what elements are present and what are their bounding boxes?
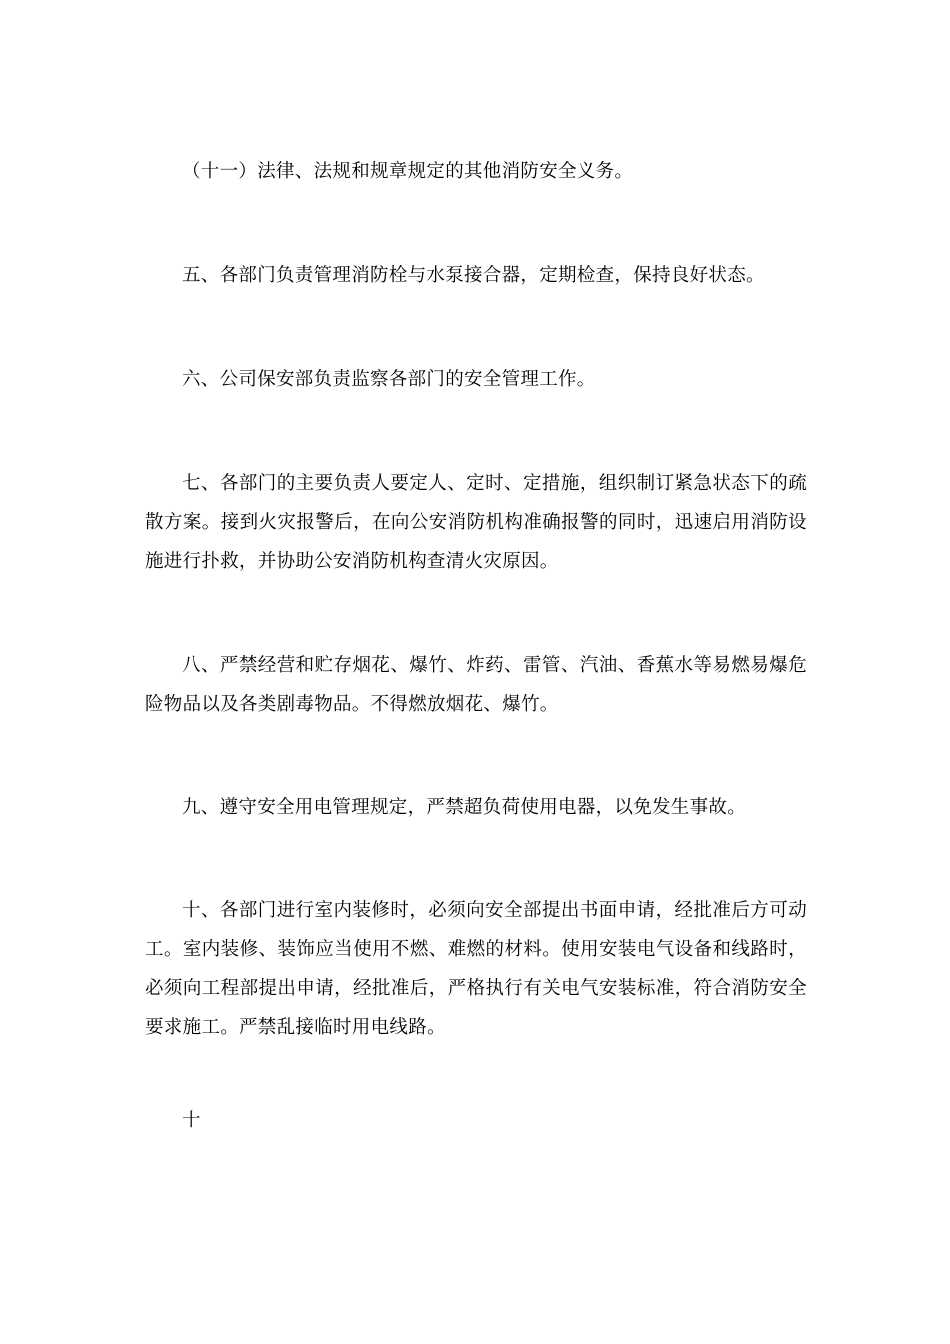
paragraph-item-11-start: 十 [182, 1110, 201, 1131]
paragraph-item-7-evacuation-plan: 七、各部门的主要负责人要定人、定时、定措施，组织制订紧急状态下的疏散方案。接到火灾报警后，在向公安消防机构准确报警的同时，迅速启用消防设施进行扑救，并协助公安消防机构查清火灾原因。 [145, 473, 807, 572]
paragraph-fire-safety-obligation-11: （十一）法律、法规和规章规定的其他消防安全义务。 [182, 161, 634, 182]
paragraph-item-6-security-dept: 六、公司保安部负责监察各部门的安全管理工作。 [182, 369, 596, 390]
paragraph-item-10-renovation: 十、各部门进行室内装修时，必须向安全部提出书面申请，经批准后方可动工。室内装修、装饰应当使用不燃、难燃的材料。使用安装电气设备和线路时，必须向工程部提出申请，经批准后，严格执行有关电气安装标准，符合消防安全要求施工。严禁乱接临时用电线路。 [145, 900, 807, 1038]
paragraph-item-9-electricity: 九、遵守安全用电管理规定，严禁超负荷使用电器，以免发生事故。 [182, 797, 747, 818]
paragraph-item-5-hydrants: 五、各部门负责管理消防栓与水泵接合器，定期检查，保持良好状态。 [182, 265, 765, 286]
paragraph-item-8-hazardous-goods: 八、严禁经营和贮存烟花、爆竹、炸药、雷管、汽油、香蕉水等易燃易爆危险物品以及各类剧毒物品。不得燃放烟花、爆竹。 [145, 655, 807, 715]
